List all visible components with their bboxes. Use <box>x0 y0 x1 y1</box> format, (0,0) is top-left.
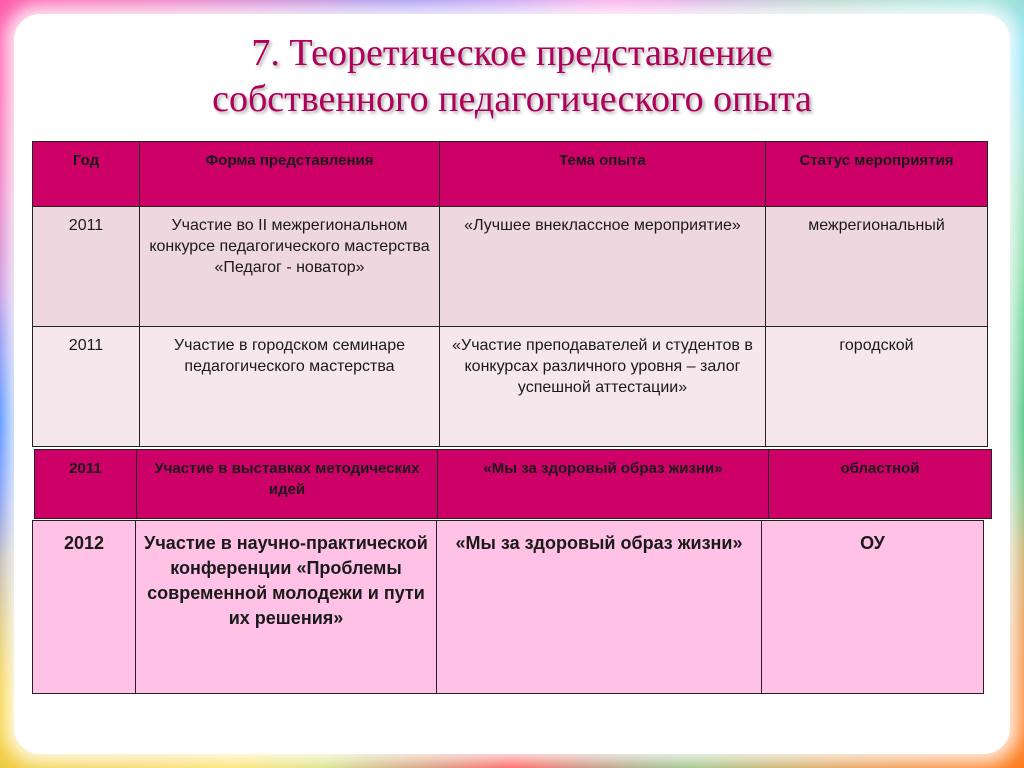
cell-year: 2011 <box>32 327 140 447</box>
cell-year: 2012 <box>32 520 136 694</box>
cell-year: 2011 <box>32 207 140 327</box>
title-line-1: 7. Теоретическое представление <box>251 32 773 74</box>
cell-theme: «Мы за здоровый образ жизни» <box>437 520 762 694</box>
cell-theme: «Мы за здоровый образ жизни» <box>438 449 769 519</box>
cell-form: Участие в выставках методических идей <box>137 449 438 519</box>
header-status: Статус мероприятия <box>766 141 988 207</box>
title-line-2: собственного педагогического опыта <box>212 78 812 120</box>
table-row <box>32 327 988 447</box>
cell-status: ОУ <box>762 520 984 694</box>
cell-status: межрегиональный <box>766 207 988 327</box>
cell-status: областной <box>769 449 992 519</box>
table-row <box>32 207 988 327</box>
header-form: Форма представления <box>140 141 440 207</box>
table-row <box>34 449 992 519</box>
cell-theme: «Участие преподавателей и студентов в конкурсах различного уровня – залог успешной аттестации» <box>440 327 766 447</box>
slide-title <box>0 30 1024 122</box>
cell-form: Участие в научно-практической конференции «Проблемы современной молодежи и пути их решения» <box>136 520 437 694</box>
cell-form: Участие в городском семинаре педагогического мастерства <box>140 327 440 447</box>
header-theme: Тема опыта <box>440 141 766 207</box>
table-row <box>32 520 984 694</box>
cell-year: 2011 <box>34 449 137 519</box>
cell-form: Участие во II межрегиональном конкурсе педагогического мастерства «Педагог - новатор» <box>140 207 440 327</box>
cell-theme: «Лучшее внеклассное мероприятие» <box>440 207 766 327</box>
table-header-row <box>32 141 988 207</box>
header-year: Год <box>32 141 140 207</box>
cell-status: городской <box>766 327 988 447</box>
